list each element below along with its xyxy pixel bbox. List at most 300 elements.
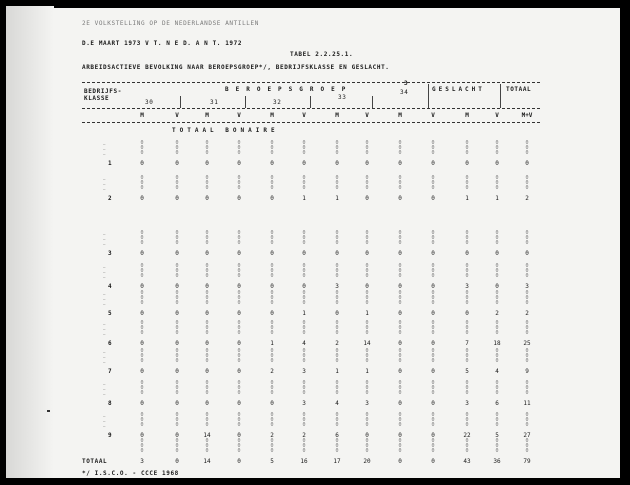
sub-cell-mark: 0 bbox=[398, 358, 402, 364]
sub-cell-mark: 0 bbox=[525, 438, 529, 444]
sub-cell-mark: 0 bbox=[335, 380, 339, 386]
sub-cell-mark: 0 bbox=[237, 448, 241, 454]
table-cell: 0 bbox=[525, 160, 529, 167]
sub-cell-mark: 0 bbox=[365, 185, 369, 191]
sub-cell-mark: 0 bbox=[431, 380, 435, 386]
sub-cell-mark: 0 bbox=[398, 240, 402, 246]
sub-cell-mark: 0 bbox=[270, 145, 274, 151]
table-cell: 0 bbox=[175, 368, 179, 375]
table-cell: 0 bbox=[175, 310, 179, 317]
table-cell: 0 bbox=[140, 283, 144, 290]
table-cell: 0 bbox=[175, 400, 179, 407]
sub-cell-mark: 0 bbox=[175, 175, 179, 181]
sub-cell-mark: 0 bbox=[431, 300, 435, 306]
sub-cell-mark: 0 bbox=[335, 180, 339, 186]
sub-cell-mark: 0 bbox=[205, 422, 209, 428]
sub-cell-mark: 0 bbox=[140, 140, 144, 146]
sub-cell-mark: 0 bbox=[398, 268, 402, 274]
table-cell: 14 bbox=[363, 340, 371, 347]
sub-cell-mark: 0 bbox=[525, 235, 529, 241]
table-cell: 0 bbox=[237, 195, 241, 202]
sub-cell-mark: 0 bbox=[525, 290, 529, 296]
table-cell: 0 bbox=[140, 400, 144, 407]
sub-cell-mark: 0 bbox=[495, 150, 499, 156]
sub-cell-mark: 0 bbox=[205, 145, 209, 151]
sub-cell-mark: 0 bbox=[302, 348, 306, 354]
sub-cell-mark: 0 bbox=[525, 140, 529, 146]
sub-cell-mark: 0 bbox=[365, 180, 369, 186]
sub-cell-mark: 0 bbox=[270, 348, 274, 354]
sub-cell-mark: 0 bbox=[140, 230, 144, 236]
sub-cell-mark: 0 bbox=[398, 320, 402, 326]
row-label: 1 bbox=[108, 160, 113, 167]
sub-cell-mark: 0 bbox=[525, 145, 529, 151]
sub-cell-mark: 0 bbox=[270, 185, 274, 191]
sub-cell-mark: 0 bbox=[335, 385, 339, 391]
sub-cell-mark: 0 bbox=[205, 325, 209, 331]
sub-cell-mark: 0 bbox=[237, 300, 241, 306]
sub-cell-mark: 0 bbox=[237, 320, 241, 326]
sub-cell-mark: 0 bbox=[175, 290, 179, 296]
table-cell: 0 bbox=[431, 368, 435, 375]
sub-cell-mark: 0 bbox=[398, 290, 402, 296]
sub-cell-mark: 0 bbox=[175, 417, 179, 423]
group-header: BEROEPSGROEP bbox=[225, 86, 353, 93]
sub-cell-mark: 0 bbox=[495, 235, 499, 241]
sub-cell-mark: 0 bbox=[302, 295, 306, 301]
sub-cell-mark: 0 bbox=[175, 300, 179, 306]
table-title: ARBEIDSACTIEVE BEVOLKING NAAR BEROEPSGROEP*/, BEDRIJFSKLASSE EN GESLACHT. bbox=[82, 64, 390, 71]
sub-cell-mark: 0 bbox=[525, 185, 529, 191]
sub-cell-mark: 0 bbox=[398, 145, 402, 151]
sub-cell-mark: 0 bbox=[465, 263, 469, 269]
sub-cell-mark: 0 bbox=[270, 320, 274, 326]
sub-cell-mark: 0 bbox=[205, 417, 209, 423]
sub-cell-mark: 0 bbox=[140, 268, 144, 274]
sub-cell-mark: 0 bbox=[335, 268, 339, 274]
table-cell: 43 bbox=[463, 458, 471, 465]
sub-cell-mark: 0 bbox=[237, 412, 241, 418]
sub-cell-mark: 0 bbox=[302, 417, 306, 423]
sub-cell-mark: 0 bbox=[365, 438, 369, 444]
sub-cell-mark: 0 bbox=[525, 385, 529, 391]
sub-cell-mark: 0 bbox=[525, 353, 529, 359]
sub-cell-mark: 0 bbox=[237, 290, 241, 296]
sub-cell-mark: 0 bbox=[465, 235, 469, 241]
sub-cell-mark: 0 bbox=[398, 175, 402, 181]
table-cell: 25 bbox=[523, 340, 531, 347]
table-cell: 0 bbox=[140, 340, 144, 347]
sub-cell-mark: 0 bbox=[398, 150, 402, 156]
sub-cell-mark: 0 bbox=[365, 320, 369, 326]
sub-cell-mark: 0 bbox=[302, 320, 306, 326]
sub-cell-mark: 0 bbox=[335, 230, 339, 236]
sub-cell-mark: 0 bbox=[365, 422, 369, 428]
sub-cell-mark: 0 bbox=[335, 290, 339, 296]
sub-cell-mark: 0 bbox=[302, 263, 306, 269]
subheader-2: M bbox=[205, 112, 209, 119]
sub-item-mark: — bbox=[103, 177, 107, 182]
sub-cell-mark: 0 bbox=[237, 180, 241, 186]
subheader-9: V bbox=[431, 112, 435, 119]
sub-cell-mark: 0 bbox=[431, 353, 435, 359]
sub-cell-mark: 0 bbox=[335, 443, 339, 449]
table-cell: 0 bbox=[465, 250, 469, 257]
table-cell: 3 bbox=[302, 368, 306, 375]
table-cell: 0 bbox=[495, 250, 499, 257]
sub-cell-mark: 0 bbox=[398, 263, 402, 269]
row-label: 7 bbox=[108, 368, 113, 375]
sub-cell-mark: 0 bbox=[270, 448, 274, 454]
sub-cell-mark: 0 bbox=[431, 390, 435, 396]
sub-cell-mark: 0 bbox=[270, 295, 274, 301]
group-30: 30 bbox=[145, 99, 154, 106]
sub-cell-mark: 0 bbox=[495, 325, 499, 331]
sub-cell-mark: 0 bbox=[140, 273, 144, 279]
sub-cell-mark: 0 bbox=[175, 273, 179, 279]
sub-cell-mark: 0 bbox=[495, 175, 499, 181]
sub-cell-mark: 0 bbox=[495, 380, 499, 386]
sub-cell-mark: 0 bbox=[175, 330, 179, 336]
table-cell: 0 bbox=[398, 160, 402, 167]
sub-cell-mark: 0 bbox=[465, 320, 469, 326]
group-33: 33 bbox=[338, 94, 347, 101]
table-cell: 0 bbox=[175, 340, 179, 347]
table-cell: 0 bbox=[270, 160, 274, 167]
sub-cell-mark: 0 bbox=[302, 353, 306, 359]
table-cell: 9 bbox=[525, 368, 529, 375]
sub-cell-mark: 0 bbox=[175, 230, 179, 236]
sub-item-mark: — bbox=[103, 355, 107, 360]
sub-cell-mark: 0 bbox=[302, 140, 306, 146]
table-cell: 0 bbox=[365, 250, 369, 257]
sub-cell-mark: 0 bbox=[465, 443, 469, 449]
table-cell: 7 bbox=[465, 340, 469, 347]
sub-cell-mark: 0 bbox=[237, 273, 241, 279]
sub-cell-mark: 0 bbox=[140, 348, 144, 354]
sub-cell-mark: 0 bbox=[270, 240, 274, 246]
sub-cell-mark: 0 bbox=[270, 325, 274, 331]
table-cell: 3 bbox=[302, 400, 306, 407]
table-cell: 0 bbox=[140, 250, 144, 257]
sub-cell-mark: 0 bbox=[335, 390, 339, 396]
table-cell: 0 bbox=[398, 432, 402, 439]
table-cell: 0 bbox=[335, 250, 339, 257]
sub-cell-mark: 0 bbox=[237, 150, 241, 156]
sub-cell-mark: 0 bbox=[140, 185, 144, 191]
sub-cell-mark: 0 bbox=[270, 180, 274, 186]
sub-cell-mark: 0 bbox=[431, 273, 435, 279]
sub-cell-mark: 0 bbox=[175, 240, 179, 246]
sub-cell-mark: 0 bbox=[205, 390, 209, 396]
sub-cell-mark: 0 bbox=[365, 295, 369, 301]
sub-cell-mark: 0 bbox=[175, 145, 179, 151]
sub-cell-mark: 0 bbox=[302, 330, 306, 336]
sub-cell-mark: 0 bbox=[365, 330, 369, 336]
sub-cell-mark: 0 bbox=[398, 230, 402, 236]
sub-item-mark: — bbox=[103, 327, 107, 332]
table-cell: 11 bbox=[523, 400, 531, 407]
sub-cell-mark: 0 bbox=[431, 235, 435, 241]
sub-cell-mark: 0 bbox=[302, 438, 306, 444]
sub-cell-mark: 0 bbox=[465, 330, 469, 336]
sub-cell-mark: 0 bbox=[205, 358, 209, 364]
sub-cell-mark: 0 bbox=[335, 438, 339, 444]
sub-cell-mark: 0 bbox=[465, 353, 469, 359]
row-label: 3 bbox=[108, 250, 113, 257]
table-cell: 0 bbox=[270, 310, 274, 317]
table-cell: 0 bbox=[398, 310, 402, 317]
sub-cell-mark: 0 bbox=[398, 448, 402, 454]
table-cell: 3 bbox=[335, 283, 339, 290]
table-cell: 1 bbox=[365, 368, 369, 375]
sub-cell-mark: 0 bbox=[431, 320, 435, 326]
table-cell: 0 bbox=[398, 400, 402, 407]
sub-cell-mark: 0 bbox=[205, 268, 209, 274]
sub-cell-mark: 0 bbox=[205, 240, 209, 246]
sub-cell-mark: 0 bbox=[398, 180, 402, 186]
table-cell: 20 bbox=[363, 458, 371, 465]
sub-cell-mark: 0 bbox=[525, 348, 529, 354]
sub-item-mark: — bbox=[103, 270, 107, 275]
sub-cell-mark: 0 bbox=[398, 295, 402, 301]
row-label: 9 bbox=[108, 432, 113, 439]
sub-cell-mark: 0 bbox=[205, 180, 209, 186]
row-label: 4 bbox=[108, 283, 113, 290]
sub-cell-mark: 0 bbox=[495, 330, 499, 336]
sub-cell-mark: 0 bbox=[365, 380, 369, 386]
sub-cell-mark: 0 bbox=[140, 320, 144, 326]
table-cell: 2 bbox=[525, 195, 529, 202]
sub-cell-mark: 0 bbox=[365, 353, 369, 359]
table-cell: 0 bbox=[302, 283, 306, 290]
sub-item-mark: — bbox=[103, 265, 107, 270]
sub-cell-mark: 0 bbox=[465, 348, 469, 354]
sub-cell-mark: 0 bbox=[140, 150, 144, 156]
table-cell: 0 bbox=[175, 250, 179, 257]
sub-cell-mark: 0 bbox=[140, 443, 144, 449]
sub-cell-mark: 0 bbox=[465, 290, 469, 296]
sub-cell-mark: 0 bbox=[175, 385, 179, 391]
sub-cell-mark: 0 bbox=[140, 448, 144, 454]
sub-cell-mark: 0 bbox=[335, 145, 339, 151]
table-cell: 0 bbox=[237, 340, 241, 347]
sub-cell-mark: 0 bbox=[525, 175, 529, 181]
sub-cell-mark: 0 bbox=[302, 180, 306, 186]
sub-cell-mark: 0 bbox=[365, 230, 369, 236]
sub-cell-mark: 0 bbox=[205, 300, 209, 306]
sub-cell-mark: 0 bbox=[140, 422, 144, 428]
sep bbox=[428, 84, 429, 108]
sub-cell-mark: 0 bbox=[398, 412, 402, 418]
sub-cell-mark: 0 bbox=[237, 145, 241, 151]
sub-cell-mark: 0 bbox=[465, 230, 469, 236]
sub-cell-mark: 0 bbox=[205, 140, 209, 146]
table-cell: 0 bbox=[431, 400, 435, 407]
sub-cell-mark: 0 bbox=[205, 412, 209, 418]
sub-cell-mark: 0 bbox=[335, 140, 339, 146]
sub-cell-mark: 0 bbox=[302, 273, 306, 279]
sub-cell-mark: 0 bbox=[495, 145, 499, 151]
subheader-12: M+V bbox=[521, 112, 533, 119]
sub-cell-mark: 0 bbox=[365, 290, 369, 296]
sub-cell-mark: 0 bbox=[525, 325, 529, 331]
sub-cell-mark: 0 bbox=[175, 268, 179, 274]
sub-cell-mark: 0 bbox=[365, 325, 369, 331]
sub-cell-mark: 0 bbox=[237, 268, 241, 274]
sub-cell-mark: 0 bbox=[465, 273, 469, 279]
sub-cell-mark: 0 bbox=[237, 443, 241, 449]
sub-cell-mark: 0 bbox=[302, 443, 306, 449]
sub-cell-mark: 0 bbox=[140, 380, 144, 386]
sub-cell-mark: 0 bbox=[205, 443, 209, 449]
sub-cell-mark: 0 bbox=[465, 145, 469, 151]
sub-cell-mark: 0 bbox=[365, 417, 369, 423]
row-label: 5 bbox=[108, 310, 113, 317]
sub-cell-mark: 0 bbox=[495, 263, 499, 269]
sub-cell-mark: 0 bbox=[140, 235, 144, 241]
sub-cell-mark: 0 bbox=[335, 448, 339, 454]
table-cell: 0 bbox=[140, 310, 144, 317]
sub-cell-mark: 0 bbox=[302, 300, 306, 306]
sub-cell-mark: 0 bbox=[140, 417, 144, 423]
sub-item-mark: — bbox=[103, 237, 107, 242]
table-cell: 0 bbox=[237, 368, 241, 375]
sub-cell-mark: 0 bbox=[431, 417, 435, 423]
sub-cell-mark: 0 bbox=[525, 358, 529, 364]
sub-cell-mark: 0 bbox=[398, 273, 402, 279]
table-cell: 17 bbox=[333, 458, 341, 465]
sub-cell-mark: 0 bbox=[302, 290, 306, 296]
table-cell: 0 bbox=[237, 160, 241, 167]
sub-cell-mark: 0 bbox=[175, 412, 179, 418]
sub-cell-mark: 0 bbox=[365, 348, 369, 354]
sub-cell-mark: 0 bbox=[495, 385, 499, 391]
sub-cell-mark: 0 bbox=[365, 300, 369, 306]
subheader-6: M bbox=[335, 112, 339, 119]
sub-item-mark: — bbox=[103, 187, 107, 192]
sub-cell-mark: 0 bbox=[270, 390, 274, 396]
sub-cell-mark: 0 bbox=[365, 273, 369, 279]
table-cell: 36 bbox=[493, 458, 501, 465]
rule-subheader-bottom bbox=[82, 122, 540, 123]
sub-cell-mark: 0 bbox=[175, 438, 179, 444]
table-cell: 0 bbox=[205, 195, 209, 202]
table-cell: 0 bbox=[335, 160, 339, 167]
table-cell: 4 bbox=[335, 400, 339, 407]
sub-cell-mark: 0 bbox=[335, 330, 339, 336]
sub-cell-mark: 0 bbox=[205, 175, 209, 181]
sub-cell-mark: 0 bbox=[495, 422, 499, 428]
row-header-2: KLASSE bbox=[84, 95, 110, 102]
sub-cell-mark: 0 bbox=[495, 353, 499, 359]
table-cell: 0 bbox=[237, 310, 241, 317]
sub-cell-mark: 0 bbox=[270, 438, 274, 444]
sub-cell-mark: 0 bbox=[495, 448, 499, 454]
sub-cell-mark: 0 bbox=[140, 385, 144, 391]
table-cell: 0 bbox=[140, 432, 144, 439]
sub-item-mark: — bbox=[103, 182, 107, 187]
sub-item-mark: — bbox=[103, 297, 107, 302]
table-cell: 22 bbox=[463, 432, 471, 439]
sub-cell-mark: 0 bbox=[205, 150, 209, 156]
table-cell: 18 bbox=[493, 340, 501, 347]
row-label: 2 bbox=[108, 195, 113, 202]
sub-cell-mark: 0 bbox=[270, 140, 274, 146]
subheader-4: M bbox=[270, 112, 274, 119]
table-cell: 3 bbox=[525, 283, 529, 290]
sub-cell-mark: 0 bbox=[365, 443, 369, 449]
subheader-10: M bbox=[465, 112, 469, 119]
sub-cell-mark: 0 bbox=[270, 175, 274, 181]
sub-cell-mark: 0 bbox=[365, 145, 369, 151]
sub-cell-mark: 0 bbox=[270, 290, 274, 296]
sub-cell-mark: 0 bbox=[270, 422, 274, 428]
sub-cell-mark: 0 bbox=[495, 240, 499, 246]
table-cell: 2 bbox=[525, 310, 529, 317]
table-cell: 1 bbox=[365, 310, 369, 317]
sub-cell-mark: 0 bbox=[237, 417, 241, 423]
sub-cell-mark: 0 bbox=[175, 185, 179, 191]
sub-cell-mark: 0 bbox=[431, 295, 435, 301]
table-cell: 0 bbox=[237, 432, 241, 439]
sub-cell-mark: 0 bbox=[302, 145, 306, 151]
table-cell: 0 bbox=[365, 160, 369, 167]
group-code: 3 bbox=[404, 80, 409, 87]
table-cell: 4 bbox=[302, 340, 306, 347]
sub-cell-mark: 0 bbox=[525, 380, 529, 386]
sub-cell-mark: 0 bbox=[175, 443, 179, 449]
sub-cell-mark: 0 bbox=[140, 330, 144, 336]
sub-cell-mark: 0 bbox=[465, 180, 469, 186]
table-cell: 2 bbox=[495, 310, 499, 317]
sub-cell-mark: 0 bbox=[525, 422, 529, 428]
sub-cell-mark: 0 bbox=[175, 353, 179, 359]
table-cell: 0 bbox=[270, 400, 274, 407]
table-cell: 4 bbox=[495, 368, 499, 375]
sub-cell-mark: 0 bbox=[237, 422, 241, 428]
sub-cell-mark: 0 bbox=[237, 348, 241, 354]
sub-cell-mark: 0 bbox=[140, 325, 144, 331]
sub-cell-mark: 0 bbox=[431, 268, 435, 274]
sub-cell-mark: 0 bbox=[398, 348, 402, 354]
sub-cell-mark: 0 bbox=[398, 330, 402, 336]
sub-cell-mark: 0 bbox=[465, 185, 469, 191]
sub-cell-mark: 0 bbox=[525, 240, 529, 246]
sub-cell-mark: 0 bbox=[175, 358, 179, 364]
sub-cell-mark: 0 bbox=[398, 235, 402, 241]
sub-cell-mark: 0 bbox=[237, 140, 241, 146]
table-cell: 0 bbox=[205, 310, 209, 317]
table-cell: 0 bbox=[365, 195, 369, 202]
sub-cell-mark: 0 bbox=[302, 380, 306, 386]
sub-cell-mark: 0 bbox=[237, 230, 241, 236]
sub-cell-mark: 0 bbox=[365, 150, 369, 156]
sub-item-mark: — bbox=[103, 242, 107, 247]
sub-cell-mark: 0 bbox=[237, 175, 241, 181]
sub-cell-mark: 0 bbox=[335, 348, 339, 354]
sub-cell-mark: 0 bbox=[175, 325, 179, 331]
sub-cell-mark: 0 bbox=[365, 240, 369, 246]
sub-cell-mark: 0 bbox=[365, 358, 369, 364]
sub-cell-mark: 0 bbox=[335, 150, 339, 156]
sub-cell-mark: 0 bbox=[335, 422, 339, 428]
sub-cell-mark: 0 bbox=[398, 443, 402, 449]
sub-cell-mark: 0 bbox=[495, 180, 499, 186]
sub-cell-mark: 0 bbox=[465, 295, 469, 301]
sub-cell-mark: 0 bbox=[335, 353, 339, 359]
row-label: 8 bbox=[108, 400, 113, 407]
